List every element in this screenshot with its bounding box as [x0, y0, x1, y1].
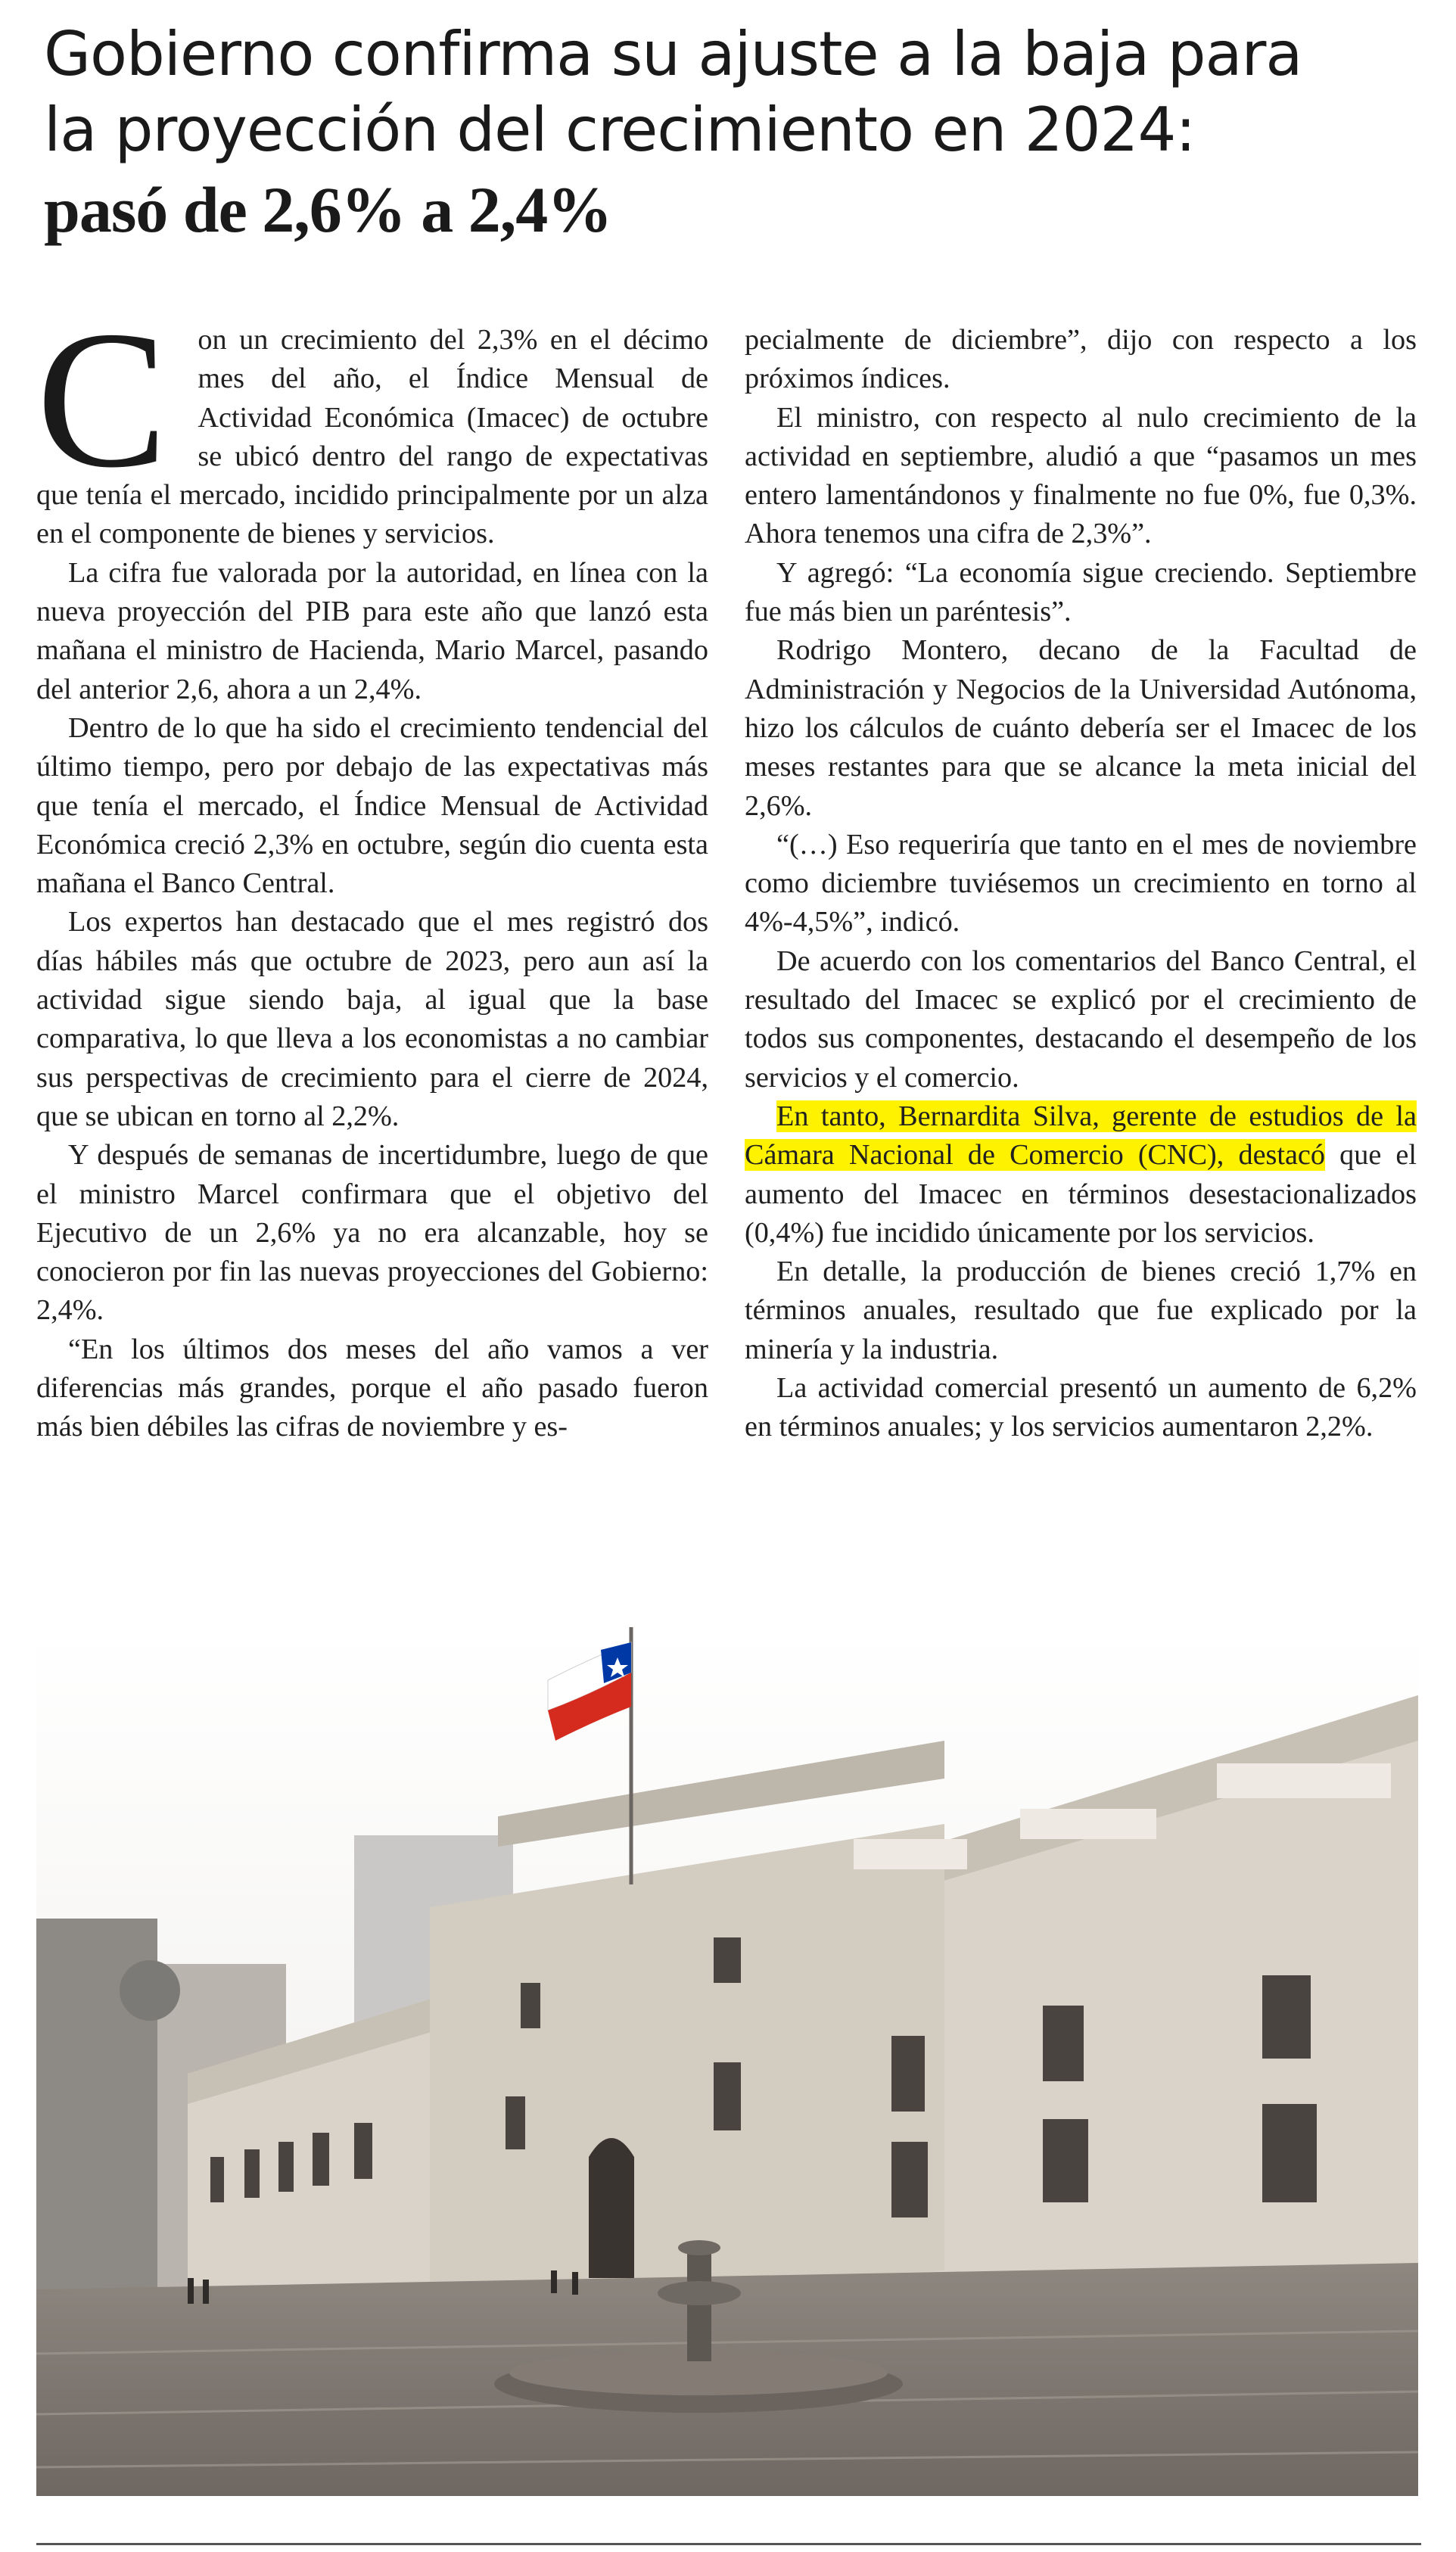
article-paragraph: La actividad comercial presentó un aumento de 6,2% en términos anuales; y los servicios aumentaron 2,2%. [745, 1372, 1417, 1443]
article-paragraph-highlighted: En tanto, Bernardita Silva, gerente de estudios de la Cámara Nacional de Comercio (CNC), destacó que el aumento del Imacec en términos desestacionalizados (0,4%) fue incidido únicamente por los servicios. [745, 1100, 1417, 1249]
article-paragraph: “(…) Eso requeriría que tanto en el mes de noviembre como diciembre tuviésemos un crecimiento en torno al 4%-4,5%”, indicó. [745, 828, 1417, 938]
article-paragraph: En detalle, la producción de bienes creció 1,7% en términos anuales, resultado que fue explicado por la minería y la industria. [745, 1256, 1417, 1365]
drop-cap: C [36, 291, 168, 509]
palace-door [589, 2138, 634, 2278]
article-paragraph: Rodrigo Montero, decano de la Facultad de Administración y Negocios de la Universidad Autónoma, hizo los cálculos de cuánto debería ser el Imacec de los meses restantes para que se alcance la meta inicial del 2,6%. [745, 634, 1417, 822]
highlighted-text: En tanto, Bernardita Silva, gerente de estudios de la Cámara Nacional de Comercio (CNC), destacó [745, 1100, 1417, 1172]
article-paragraph: C on un crecimiento del 2,3% en el décimo mes del año, el Índice Mensual de Actividad Económica (Imacec) de octubre se ubicó dentro del rango de expectativas que tenía el mercado, incidido principalmente por un alza en el componente de bienes y servicios. [36, 291, 708, 550]
article-paragraph: El ministro, con respecto al nulo crecimiento de la actividad en septiembre, aludió a que “pasamos un mes entero lamentándonos y finalmente no fue 0%, fue 0,3%. Ahora tenemos una cifra de 2,3%”. [745, 401, 1417, 550]
article-paragraph: La cifra fue valorada por la autoridad, en línea con la nueva proyección del PIB para este año que lanzó esta mañana el ministro de Hacienda, Mario Marcel, pasando del anterior 2,6, ahora a un 2,4%. [36, 556, 708, 705]
article-paragraph: De acuerdo con los comentarios del Banco Central, el resultado del Imacec se explicó por el crecimiento de todos sus componentes, destacando el desempeño de los servicios y el comercio. [745, 945, 1417, 1094]
headline-line-3: pasó de 2,6% a 2,4% [44, 173, 612, 246]
la-moneda-photo [36, 1627, 1418, 2496]
headline-line-2: la proyección del crecimiento en 2024: [44, 95, 1196, 165]
article-paragraph: Dentro de lo que ha sido el crecimiento tendencial del último tiempo, pero por debajo de las expectativas más que tenía el mercado, el Índice Mensual de Actividad Económica creció 2,3% en octubre, según dio cuenta esta mañana el Banco Central. [36, 711, 708, 900]
article-paragraph: Los expertos han destacado que el mes registró dos días hábiles más que octubre de 2023, pero aun así la actividad sigue siendo baja, al igual que la base comparativa, lo que lleva a los economistas a no cambiar sus perspectivas de crecimiento para el cierre de 2024, que se ubican en torno al 2,2%. [36, 906, 708, 1132]
article-column-left [36, 291, 708, 1447]
article-paragraph: pecialmente de diciembre”, dijo con respecto a los próximos índices. [745, 324, 1417, 395]
article-paragraph: Y después de semanas de incertidumbre, luego de que el ministro Marcel confirmara que el objetivo del Ejecutivo de un 2,6% ya no era alcanzable, hoy se conocieron por fin las nuevas proyecciones del Gobierno: 2,4%. [36, 1139, 708, 1327]
headline-line-1: Gobierno confirma su ajuste a la baja para [44, 19, 1302, 89]
headline [44, 17, 1421, 251]
palace-illustration [36, 1627, 1418, 2496]
article-paragraph: “En los últimos dos meses del año vamos a ver diferencias más grandes, porque el año pasado fueron más bien débiles las cifras de noviembre y es- [36, 1333, 708, 1443]
bottom-rule [36, 2543, 1421, 2545]
article-column-right [745, 321, 1417, 1447]
article-paragraph: Y agregó: “La economía sigue creciendo. Septiembre fue más bien un paréntesis”. [745, 556, 1417, 628]
